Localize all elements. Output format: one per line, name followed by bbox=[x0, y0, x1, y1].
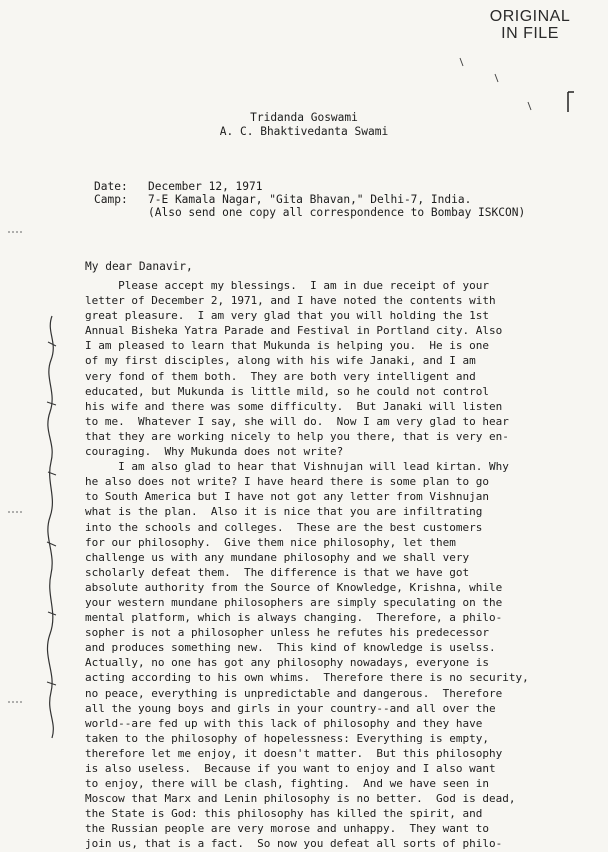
body-line: therefore let me enjoy, it doesn't matter. But this philosophy bbox=[85, 746, 503, 760]
body-line: Annual Bisheka Yatra Parade and Festival in Portland city. Also bbox=[85, 324, 503, 338]
body-line: I am pleased to learn that Mukunda is helping you. He is one bbox=[85, 339, 489, 353]
body-line: I am also glad to hear that Vishnujan will lead kirtan. Why bbox=[85, 460, 509, 474]
body-line: of my first disciples, along with his wife Janaki, and I am bbox=[85, 354, 476, 368]
body-line: your western mundane philosophers are simply speculating on the bbox=[85, 595, 503, 609]
body-line: and produces something new. This kind of knowledge is uselss. bbox=[85, 641, 496, 655]
body-line: for our philosophy. Give them nice philosophy, let them bbox=[85, 535, 456, 549]
letterhead bbox=[0, 111, 608, 139]
original-in-file-stamp bbox=[480, 8, 580, 42]
body-line: is also useless. Because if you want to enjoy and I also want bbox=[85, 762, 496, 775]
letter-meta bbox=[94, 180, 525, 220]
body-line: educated, but Mukunda is little mild, so he could not control bbox=[85, 384, 489, 398]
body-line: letter of December 2, 1971, and I have noted the contents with bbox=[85, 294, 496, 308]
body-line: the Russian people are very morose and unhappy. They want to bbox=[85, 822, 489, 836]
body-line: very fond of them both. They are both very intelligent and bbox=[85, 369, 476, 383]
body-line: no peace, everything is unpredictable and dangerous. Therefore bbox=[85, 686, 503, 700]
letterhead-title: A. C. Bhaktivedanta Swami bbox=[219, 125, 389, 138]
body-line: sopher is not a philosopher unless he refutes his predecessor bbox=[85, 626, 489, 640]
body-line: challenge us with any mundane philosophy and we shall very bbox=[85, 550, 470, 564]
body-line: join us, that is a fact. So now you defeat all sorts of philo- bbox=[85, 837, 503, 851]
body-line: that they are working nicely to help you there, that is very en- bbox=[85, 429, 509, 443]
camp-row bbox=[94, 193, 525, 206]
body-line: into the schools and colleges. These are the best customers bbox=[85, 520, 483, 534]
body-line: couraging. Why Mukunda does not write? bbox=[85, 445, 344, 459]
body-line: Please accept my blessings. I am in due receipt of your bbox=[85, 279, 489, 292]
stamp-line-1: ORIGINAL bbox=[489, 8, 571, 25]
body-line: mental platform, which is always changing. Therefore, a philo- bbox=[85, 611, 503, 625]
body-line: absolute authority from the Source of Knowledge, Krishna, while bbox=[85, 580, 503, 594]
date-value: December 12, 1971 bbox=[148, 180, 263, 193]
letterhead-name: Tridanda Goswami bbox=[250, 111, 358, 124]
letter-body bbox=[85, 278, 595, 852]
body-line: his wife and there was some difficulty. But Janaki will listen bbox=[85, 399, 503, 413]
camp-note: (Also send one copy all correspondence to Bombay ISKCON) bbox=[148, 206, 526, 220]
camp-value: 7-E Kamala Nagar, "Gita Bhavan," Delhi-7, India. bbox=[148, 193, 472, 207]
body-line: to South America but I have not got any letter from Vishnujan bbox=[85, 490, 489, 504]
body-line: Actually, no one has got any philosophy nowadays, everyone is bbox=[85, 656, 489, 670]
body-line: scholarly defeat them. The difference is that we have got bbox=[85, 565, 470, 579]
date-row bbox=[94, 180, 525, 193]
body-line: all the young boys and girls in your country--and all over the bbox=[85, 701, 496, 715]
body-line: to enjoy, there will be clash, fighting. And we have seen in bbox=[85, 777, 489, 791]
salutation: My dear Danavir, bbox=[85, 260, 193, 273]
stamp-line-2: IN FILE bbox=[501, 25, 559, 42]
camp-label: Camp: bbox=[94, 193, 128, 207]
body-line: Moscow that Marx and Lenin philosophy is no better. God is dead, bbox=[85, 792, 516, 806]
camp-note-row bbox=[94, 206, 525, 219]
body-line: acting according to his own whims. Therefore there is no security, bbox=[85, 671, 529, 685]
body-line: to me. Whatever I say, she will do. Now I am very glad to hear bbox=[85, 414, 509, 428]
date-label: Date: bbox=[94, 180, 128, 193]
body-line: world--are fed up with this lack of philosophy and they have bbox=[85, 716, 483, 730]
body-line: he also does not write? I have heard there is some plan to go bbox=[85, 475, 489, 489]
handwritten-margin-note bbox=[42, 312, 62, 742]
body-line: what is the plan. Also it is nice that you are infiltrating bbox=[85, 505, 483, 519]
body-line: taken to the philosophy of hopelessness: Everything is empty, bbox=[85, 731, 489, 745]
body-line: the State is God: this philosophy has killed the spirit, and bbox=[85, 807, 483, 821]
body-line: great pleasure. I am very glad that you will holding the 1st bbox=[85, 309, 489, 323]
